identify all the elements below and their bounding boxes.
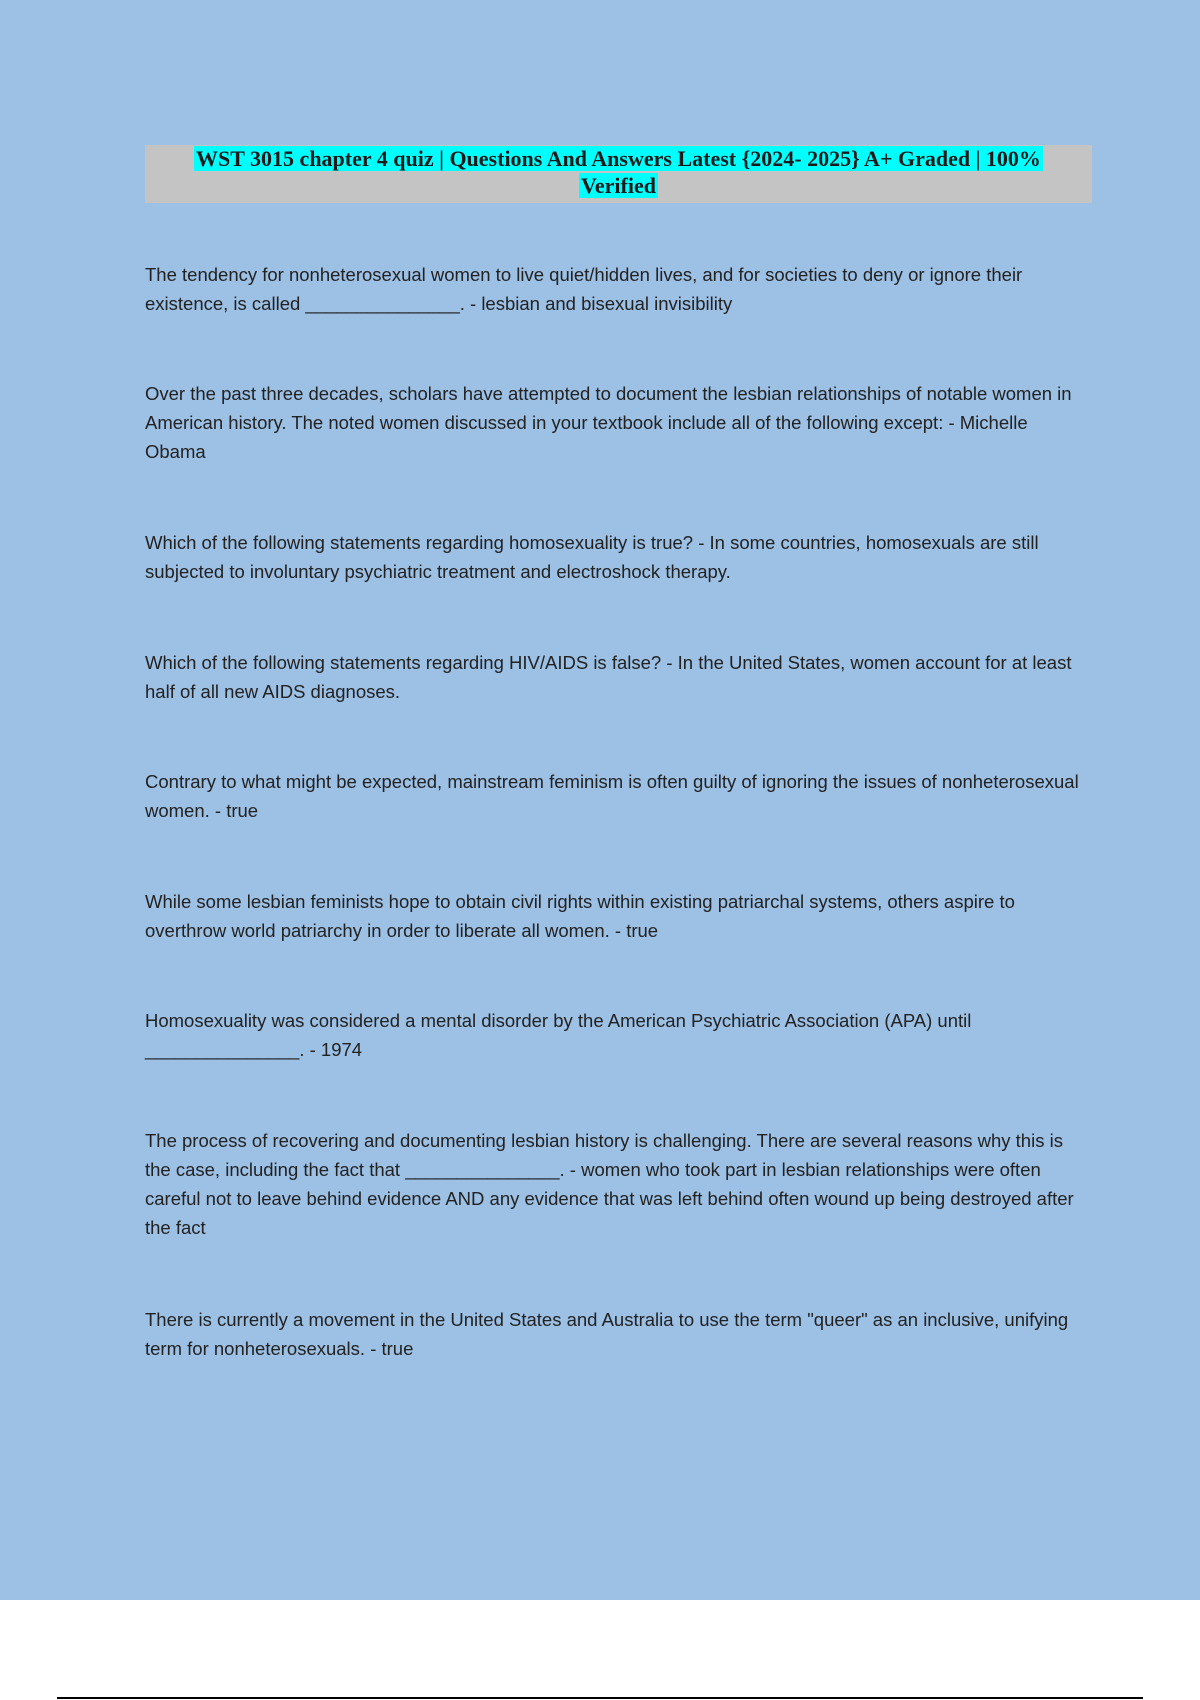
document-title xyxy=(145,145,1092,203)
title-line-1: WST 3015 chapter 4 quiz | Questions And Answers Latest {2024- 2025} A+ Graded | 100% xyxy=(196,146,1041,171)
qa-item-2: Over the past three decades, scholars have attempted to document the lesbian relationships of notable women in American history. The noted women discussed in your textbook include all of the following except: - Michelle Obama xyxy=(145,383,1072,462)
qa-item-3: Which of the following statements regarding homosexuality is true? - In some countries, homosexuals are still subjected to involuntary psychiatric treatment and electroshock therapy. xyxy=(145,532,1039,582)
qa-item-4: Which of the following statements regarding HIV/AIDS is false? - In the United States, women account for at least half of all new AIDS diagnoses. xyxy=(145,652,1072,702)
qa-item-8: The process of recovering and documenting lesbian history is challenging. There are several reasons why this is the case, including the fact that _______________. - women who took part in lesbian relationships were often careful not to leave behind evidence AND any evidence that was left behind often wound up being destroyed after the fact xyxy=(145,1130,1074,1238)
footer-divider xyxy=(57,1697,1143,1699)
qa-item-5: Contrary to what might be expected, mainstream feminism is often guilty of ignoring the issues of nonheterosexual women. - true xyxy=(145,771,1079,821)
qa-item-7: Homosexuality was considered a mental disorder by the American Psychiatric Association (APA) until _______________. - 1974 xyxy=(145,1010,972,1060)
qa-item-9: There is currently a movement in the United States and Australia to use the term "queer" as an inclusive, unifying term for nonheterosexuals. - true xyxy=(145,1309,1069,1359)
qa-item-6: While some lesbian feminists hope to obtain civil rights within existing patriarchal systems, others aspire to overthrow world patriarchy in order to liberate all women. - true xyxy=(145,891,1015,941)
qa-item-1: The tendency for nonheterosexual women to live quiet/hidden lives, and for societies to deny or ignore their existence, is called _______________. - lesbian and bisexual invisibility xyxy=(145,264,1023,314)
title-line-2: Verified xyxy=(581,173,656,198)
